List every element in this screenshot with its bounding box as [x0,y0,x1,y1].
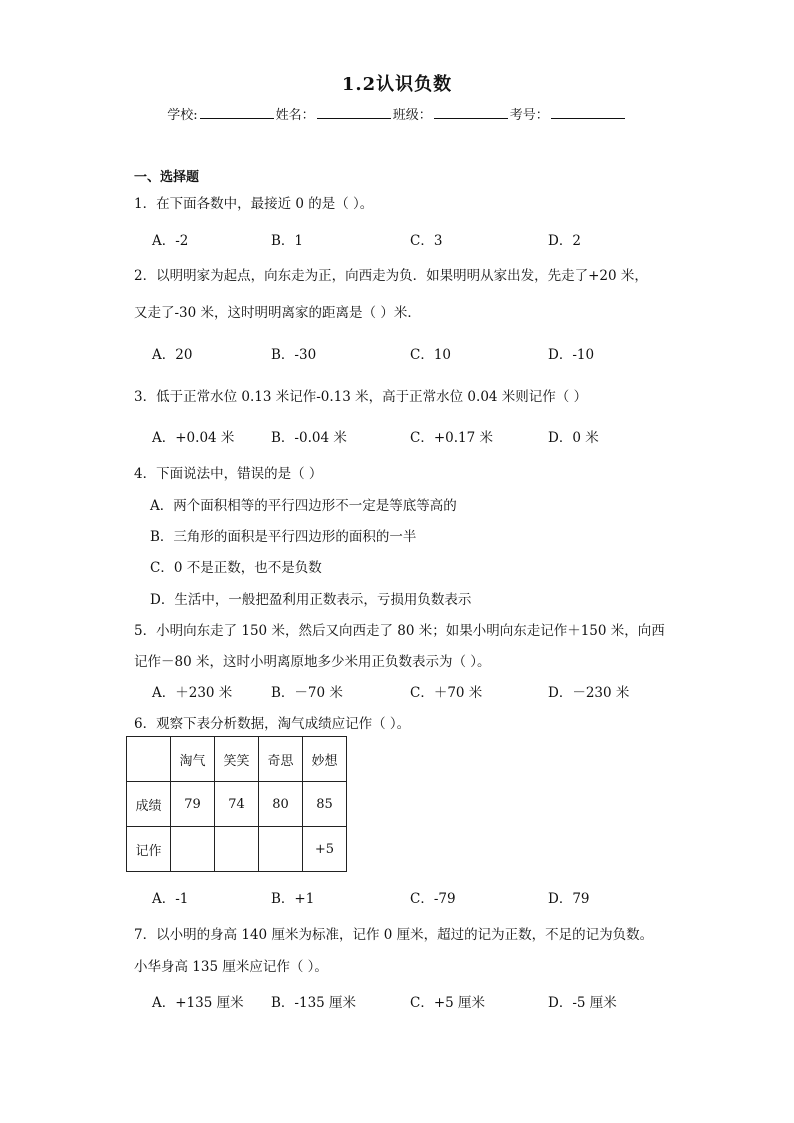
q2-option-b[interactable]: B．-30 [271,347,317,363]
q4-option-a[interactable]: A．两个面积相等的平行四边形不一定是等底等高的 [150,498,457,514]
page-title: 1.2认识负数 [341,74,453,95]
question-5-text-line-1: 5．小明向东走了 150 米，然后又向西走了 80 米；如果小明向东走记作＋150 米，向西 [134,623,665,639]
table-corner-cell [127,737,171,782]
q4-option-c[interactable]: C．0 不是正数，也不是负数 [150,560,322,576]
table-cell: +5 [303,827,347,872]
class-blank[interactable] [434,106,508,119]
q7-option-d[interactable]: D．-5 厘米 [548,995,617,1011]
q5-option-c[interactable]: C．＋70 米 [410,685,483,701]
q6-option-a[interactable]: A．-1 [152,891,189,907]
q3-option-a[interactable]: A．+0.04 米 [152,430,235,446]
table-row [127,782,347,827]
q7-option-c[interactable]: C．+5 厘米 [410,995,486,1011]
q6-option-c[interactable]: C．-79 [410,891,456,907]
q6-option-b[interactable]: B．+1 [271,891,315,907]
table-header-taoqi: 淘气 [171,737,215,782]
school-label: 学校: [167,108,198,123]
table-cell: 85 [303,782,347,827]
table-row-label: 记作 [127,827,171,872]
question-6-text: 6．观察下表分析数据，淘气成绩应记作（ ）。 [134,716,411,732]
q2-option-d[interactable]: D．-10 [548,347,595,363]
q5-option-d[interactable]: D．－230 米 [548,685,630,701]
q1-option-c[interactable]: C．3 [410,233,443,249]
question-5-text-line-2: 记作－80 米，这时小明离原地多少米用正负数表示为（ ）。 [134,654,491,670]
question-3-text: 3．低于正常水位 0.13 米记作-0.13 米，高于正常水位 0.04 米则记作（ ） [134,389,588,405]
q4-option-b[interactable]: B．三角形的面积是平行四边形的面积的一半 [150,529,417,545]
question-4-text: 4．下面说法中，错误的是（ ） [134,466,323,482]
exam-no-blank[interactable] [551,106,625,119]
section-heading: 一、选择题 [134,170,200,185]
question-7-text-line-1: 7．以小明的身高 140 厘米为标准，记作 0 厘米，超过的记为正数，不足的记为负数。 [134,927,654,943]
q1-option-d[interactable]: D．2 [548,233,581,249]
question-1-text: 1．在下面各数中，最接近 0 的是（ ）。 [134,196,374,212]
table-cell: 79 [171,782,215,827]
question-2-text-line-1: 2．以明明家为起点，向东走为正，向西走为负．如果明明从家出发，先走了+20 米， [134,268,648,284]
q1-option-a[interactable]: A．-2 [152,233,189,249]
table-cell: 80 [259,782,303,827]
table-cell: 74 [215,782,259,827]
question-2-text-line-2: 又走了-30 米，这时明明离家的距离是（ ）米． [134,305,421,321]
q2-option-c[interactable]: C．10 [410,347,452,363]
name-blank[interactable] [317,106,391,119]
table-header-qisi: 奇思 [259,737,303,782]
q5-option-a[interactable]: A．＋230 米 [152,685,233,701]
class-label: 班级： [392,108,432,123]
score-table [126,736,347,872]
q1-option-b[interactable]: B．1 [271,233,304,249]
q7-option-b[interactable]: B．-135 厘米 [271,995,357,1011]
q3-option-c[interactable]: C．+0.17 米 [410,430,493,446]
q6-option-d[interactable]: D．79 [548,891,590,907]
q3-option-b[interactable]: B．-0.04 米 [271,430,347,446]
name-label: 姓名： [275,108,315,123]
q3-option-d[interactable]: D．0 米 [548,430,599,446]
q5-option-b[interactable]: B．－70 米 [271,685,343,701]
question-7-text-line-2: 小华身高 135 厘米应记作（ ）。 [134,959,328,975]
exam-no-label: 考号： [509,108,549,123]
table-cell [215,827,259,872]
table-header-xiaoxiao: 笑笑 [215,737,259,782]
table-row [127,827,347,872]
table-row-label: 成绩 [127,782,171,827]
q7-option-a[interactable]: A．+135 厘米 [152,995,244,1011]
table-header-miaoxiang: 妙想 [303,737,347,782]
q2-option-a[interactable]: A．20 [152,347,193,363]
student-info-line [0,104,794,123]
table-cell [171,827,215,872]
table-cell [259,827,303,872]
q4-option-d[interactable]: D．生活中，一般把盈利用正数表示，亏损用负数表示 [150,592,472,608]
school-blank[interactable] [200,106,274,119]
table-header-row [127,737,347,782]
